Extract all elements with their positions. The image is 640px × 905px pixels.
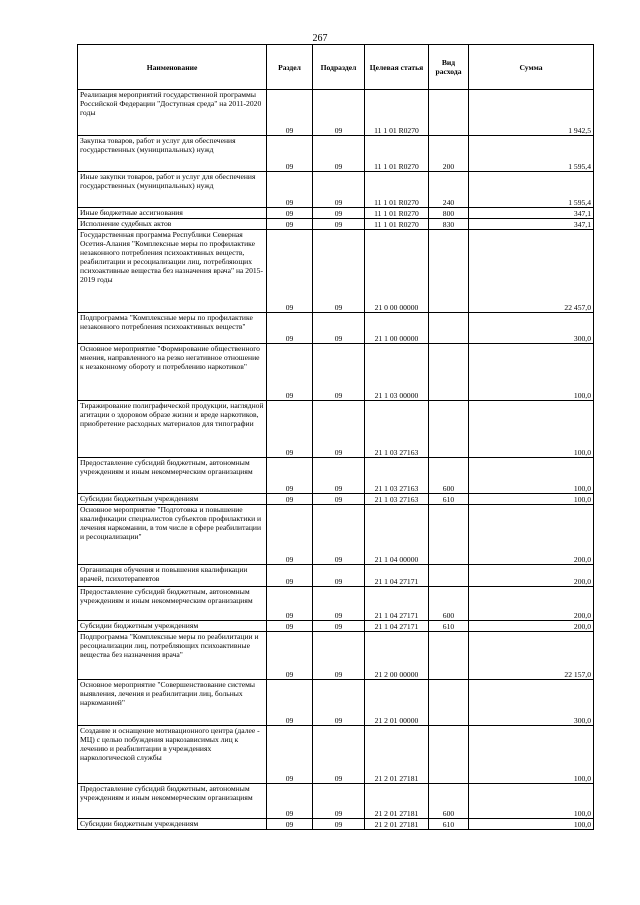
- row-subsection: 09: [313, 230, 365, 313]
- row-sum: 1 595,4: [469, 136, 594, 172]
- row-target: 21 1 04 27171: [365, 587, 429, 621]
- row-section: 09: [267, 230, 313, 313]
- row-sum: 100,0: [469, 726, 594, 784]
- row-target: 11 1 01 R0270: [365, 208, 429, 219]
- row-name: Закупка товаров, работ и услуг для обеспечения государственных (муниципальных) нужд: [78, 136, 267, 172]
- row-subsection: 09: [313, 136, 365, 172]
- row-expense-type: [429, 313, 469, 344]
- row-target: 21 1 04 27171: [365, 565, 429, 587]
- table-row: [78, 565, 594, 587]
- row-expense-type: 610: [429, 621, 469, 632]
- row-target: 11 1 01 R0270: [365, 219, 429, 230]
- row-expense-type: [429, 90, 469, 136]
- row-target: 21 2 01 27181: [365, 726, 429, 784]
- row-expense-type: 600: [429, 587, 469, 621]
- row-section: 09: [267, 565, 313, 587]
- row-section: 09: [267, 401, 313, 458]
- row-sum: 200,0: [469, 505, 594, 565]
- row-sum: 100,0: [469, 344, 594, 401]
- row-section: 09: [267, 90, 313, 136]
- row-name: Иные бюджетные ассигнования: [78, 208, 267, 219]
- row-sum: 1 942,5: [469, 90, 594, 136]
- row-section: 09: [267, 313, 313, 344]
- row-subsection: 09: [313, 621, 365, 632]
- row-name: Подпрограмма "Комплексные меры по реабилитации и ресоциализации лиц, потребляющих психоактивные вещества без назначения врача": [78, 632, 267, 680]
- row-subsection: 09: [313, 172, 365, 208]
- row-subsection: 09: [313, 784, 365, 819]
- col-header-name: Наименование: [78, 45, 267, 90]
- table-row: [78, 587, 594, 621]
- row-target: 21 2 01 27181: [365, 819, 429, 830]
- row-section: 09: [267, 505, 313, 565]
- col-header-target: Целевая статья: [365, 45, 429, 90]
- row-target: 21 2 00 00000: [365, 632, 429, 680]
- row-sum: 300,0: [469, 313, 594, 344]
- row-target: 21 1 04 00000: [365, 505, 429, 565]
- row-sum: 200,0: [469, 621, 594, 632]
- row-name: Основное мероприятие "Подготовка и повышение квалификации специалистов субъектов профилактики и лечения наркомании, в том числе в сфере реабилитации и ресоциализации": [78, 505, 267, 565]
- row-section: 09: [267, 219, 313, 230]
- col-header-sum: Сумма: [469, 45, 594, 90]
- row-sum: 347,1: [469, 208, 594, 219]
- row-expense-type: 240: [429, 172, 469, 208]
- table-row: [78, 344, 594, 401]
- row-expense-type: 600: [429, 784, 469, 819]
- table-header-row: [78, 45, 594, 90]
- row-subsection: 09: [313, 565, 365, 587]
- row-expense-type: [429, 565, 469, 587]
- row-expense-type: [429, 726, 469, 784]
- row-name: Иные закупки товаров, работ и услуг для обеспечения государственных (муниципальных) нужд: [78, 172, 267, 208]
- table-row: [78, 819, 594, 830]
- row-expense-type: 610: [429, 494, 469, 505]
- row-name: Субсидии бюджетным учреждениям: [78, 819, 267, 830]
- row-section: 09: [267, 726, 313, 784]
- row-section: 09: [267, 784, 313, 819]
- row-sum: 347,1: [469, 219, 594, 230]
- row-expense-type: 600: [429, 458, 469, 494]
- row-target: 21 0 00 00000: [365, 230, 429, 313]
- row-name: Предоставление субсидий бюджетным, автономным учреждениям и иным некоммерческим организациям: [78, 587, 267, 621]
- row-expense-type: [429, 344, 469, 401]
- row-section: 09: [267, 344, 313, 401]
- page-number: 267: [312, 33, 328, 44]
- row-subsection: 09: [313, 819, 365, 830]
- row-name: Государственная программа Республики Северная Осетия-Алания "Комплексные меры по профилактике незаконного потребления психоактивных веществ, реабилитации и ресоциализации лиц, потребляющих психоактивные вещества без назначения врача" на 2015-2019 годы: [78, 230, 267, 313]
- row-sum: 200,0: [469, 565, 594, 587]
- row-sum: 100,0: [469, 819, 594, 830]
- row-name: Тиражирование полиграфической продукции, наглядной агитации о здоровом образе жизни и вреде наркотиков, приобретение расходных материалов для типографии: [78, 401, 267, 458]
- row-name: Основное мероприятие "Формирование общественного мнения, направленного на резко негативное отношение к незаконному обороту и потреблению наркотиков": [78, 344, 267, 401]
- row-sum: 100,0: [469, 458, 594, 494]
- row-expense-type: [429, 230, 469, 313]
- row-sum: 100,0: [469, 401, 594, 458]
- row-section: 09: [267, 680, 313, 726]
- row-subsection: 09: [313, 208, 365, 219]
- row-target: 21 1 04 27171: [365, 621, 429, 632]
- table-row: [78, 632, 594, 680]
- row-expense-type: [429, 632, 469, 680]
- table-row: [78, 621, 594, 632]
- row-expense-type: 830: [429, 219, 469, 230]
- row-target: 21 1 03 27163: [365, 401, 429, 458]
- row-section: 09: [267, 208, 313, 219]
- row-section: 09: [267, 621, 313, 632]
- row-subsection: 09: [313, 505, 365, 565]
- row-subsection: 09: [313, 587, 365, 621]
- table-row: [78, 172, 594, 208]
- col-header-expense-type: Вид расхода: [429, 45, 469, 90]
- row-name: Реализация мероприятий государственной программы Российской Федерации "Доступная среда" на 2011-2020 годы: [78, 90, 267, 136]
- row-name: Субсидии бюджетным учреждениям: [78, 621, 267, 632]
- row-sum: 100,0: [469, 494, 594, 505]
- table-row: [78, 784, 594, 819]
- row-sum: 200,0: [469, 587, 594, 621]
- row-subsection: 09: [313, 344, 365, 401]
- row-target: 11 1 01 R0270: [365, 90, 429, 136]
- row-subsection: 09: [313, 90, 365, 136]
- row-expense-type: 610: [429, 819, 469, 830]
- row-subsection: 09: [313, 494, 365, 505]
- row-expense-type: 200: [429, 136, 469, 172]
- row-name: Создание и оснащение мотивационного центра (далее - МЦ) с целью побуждения наркозависимых лиц к лечению и реабилитации в учреждениях наркологической службы: [78, 726, 267, 784]
- row-sum: 22 157,0: [469, 632, 594, 680]
- row-target: 11 1 01 R0270: [365, 172, 429, 208]
- row-expense-type: [429, 680, 469, 726]
- row-section: 09: [267, 587, 313, 621]
- table-row: [78, 219, 594, 230]
- table-row: [78, 505, 594, 565]
- row-section: 09: [267, 819, 313, 830]
- row-name: Организация обучения и повышения квалификации врачей, психотерапевтов: [78, 565, 267, 587]
- row-name: Предоставление субсидий бюджетным, автономным учреждениям и иным некоммерческим организациям: [78, 784, 267, 819]
- row-target: 11 1 01 R0270: [365, 136, 429, 172]
- row-target: 21 1 03 27163: [365, 494, 429, 505]
- row-section: 09: [267, 494, 313, 505]
- table-row: [78, 458, 594, 494]
- row-name: Предоставление субсидий бюджетным, автономным учреждениям и иным некоммерческим организациям: [78, 458, 267, 494]
- row-subsection: 09: [313, 458, 365, 494]
- budget-table: [77, 44, 594, 830]
- table-row: [78, 230, 594, 313]
- table-row: [78, 208, 594, 219]
- row-section: 09: [267, 136, 313, 172]
- row-subsection: 09: [313, 219, 365, 230]
- row-subsection: 09: [313, 401, 365, 458]
- row-sum: 300,0: [469, 680, 594, 726]
- row-sum: 100,0: [469, 784, 594, 819]
- table-row: [78, 401, 594, 458]
- row-section: 09: [267, 458, 313, 494]
- row-target: 21 1 03 27163: [365, 458, 429, 494]
- row-subsection: 09: [313, 632, 365, 680]
- row-section: 09: [267, 172, 313, 208]
- row-name: Субсидии бюджетным учреждениям: [78, 494, 267, 505]
- row-sum: 22 457,0: [469, 230, 594, 313]
- table-row: [78, 136, 594, 172]
- row-subsection: 09: [313, 313, 365, 344]
- row-expense-type: [429, 505, 469, 565]
- table-row: [78, 313, 594, 344]
- row-target: 21 2 01 00000: [365, 680, 429, 726]
- col-header-subsection: Подраздел: [313, 45, 365, 90]
- table-row: [78, 726, 594, 784]
- row-subsection: 09: [313, 680, 365, 726]
- row-name: Подпрограмма "Комплексные меры по профилактике незаконного потребления психоактивных веществ": [78, 313, 267, 344]
- row-name: Основное мероприятие "Совершенствование системы выявления, лечения и реабилитации лиц, больных наркоманией": [78, 680, 267, 726]
- row-target: 21 2 01 27181: [365, 784, 429, 819]
- row-sum: 1 595,4: [469, 172, 594, 208]
- row-expense-type: 800: [429, 208, 469, 219]
- row-target: 21 1 00 00000: [365, 313, 429, 344]
- row-target: 21 1 03 00000: [365, 344, 429, 401]
- row-name: Исполнение судебных актов: [78, 219, 267, 230]
- row-expense-type: [429, 401, 469, 458]
- col-header-section: Раздел: [267, 45, 313, 90]
- row-section: 09: [267, 632, 313, 680]
- table-row: [78, 494, 594, 505]
- row-subsection: 09: [313, 726, 365, 784]
- table-row: [78, 90, 594, 136]
- table-row: [78, 680, 594, 726]
